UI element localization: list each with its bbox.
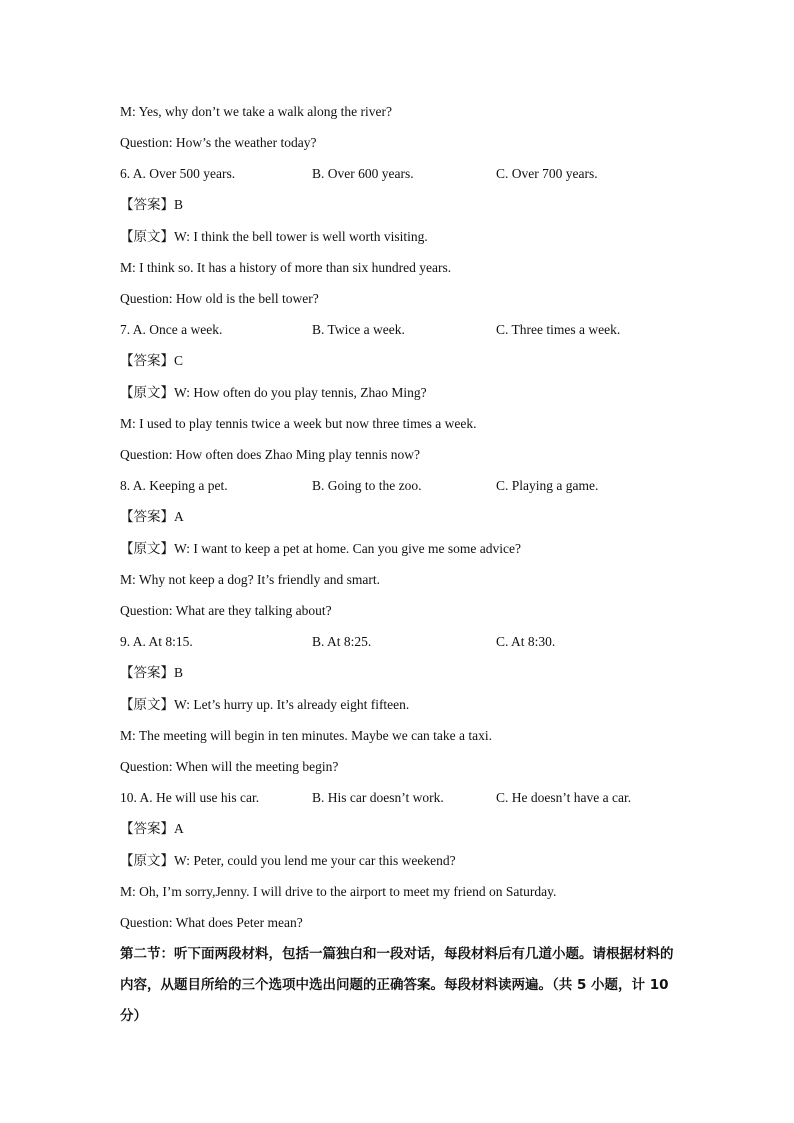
answer-line: 【答案】A [120, 821, 184, 836]
question-line: Question: What are they talking about? [120, 603, 332, 618]
dialogue-line: M: I used to play tennis twice a week but now three times a week. [120, 416, 477, 431]
dialogue-line: M: Why not keep a dog? It’s friendly and smart. [120, 572, 380, 587]
option-a: 8. A. Keeping a pet. [120, 478, 228, 493]
answer-line: 【答案】B [120, 197, 184, 212]
option-b: B. At 8:25. [312, 634, 372, 649]
original-text-line: 【原文】W: Let’s hurry up. It’s already eight fifteen. [120, 697, 410, 712]
dialogue-line: M: Yes, why don’t we take a walk along the river? [120, 104, 392, 119]
option-a: 10. A. He will use his car. [120, 790, 260, 805]
question-line: Question: How old is the bell tower? [120, 291, 319, 306]
dialogue-line: M: I think so. It has a history of more than six hundred years. [120, 260, 452, 275]
option-c: C. Over 700 years. [496, 166, 598, 181]
option-b: B. Over 600 years. [312, 166, 414, 181]
question-line: Question: When will the meeting begin? [120, 759, 339, 774]
original-text-line: 【原文】W: I want to keep a pet at home. Can you give me some advice? [120, 541, 522, 556]
option-b: B. His car doesn’t work. [312, 790, 444, 805]
question-line: Question: How’s the weather today? [120, 135, 317, 150]
answer-line: 【答案】B [120, 665, 184, 680]
question-line: Question: What does Peter mean? [120, 915, 303, 930]
section-heading: 第二节：听下面两段材料，包括一篇独白和一段对话，每段材料后有几道小题。请根据材料的内容，从题目所给的三个选项中选出问题的正确答案。每段材料读两遍。（共 5 小题，计 10 分） [120, 946, 674, 1024]
original-text-line: 【原文】W: How often do you play tennis, Zhao Ming? [120, 385, 427, 400]
option-c: C. Three times a week. [496, 322, 621, 337]
answer-line: 【答案】C [120, 353, 184, 368]
option-c: C. He doesn’t have a car. [496, 790, 632, 805]
dialogue-line: M: Oh, I’m sorry,Jenny. I will drive to the airport to meet my friend on Saturday. [120, 884, 557, 899]
option-c: C. At 8:30. [496, 634, 556, 649]
question-line: Question: How often does Zhao Ming play tennis now? [120, 447, 420, 462]
dialogue-line: M: The meeting will begin in ten minutes. Maybe we can take a taxi. [120, 728, 493, 743]
original-text-line: 【原文】W: I think the bell tower is well worth visiting. [120, 229, 428, 244]
option-c: C. Playing a game. [496, 478, 599, 493]
option-a: 7. A. Once a week. [120, 322, 223, 337]
original-text-line: 【原文】W: Peter, could you lend me your car this weekend? [120, 853, 456, 868]
answer-line: 【答案】A [120, 509, 184, 524]
option-b: B. Going to the zoo. [312, 478, 422, 493]
option-b: B. Twice a week. [312, 322, 405, 337]
option-a: 6. A. Over 500 years. [120, 166, 236, 181]
option-a: 9. A. At 8:15. [120, 634, 193, 649]
